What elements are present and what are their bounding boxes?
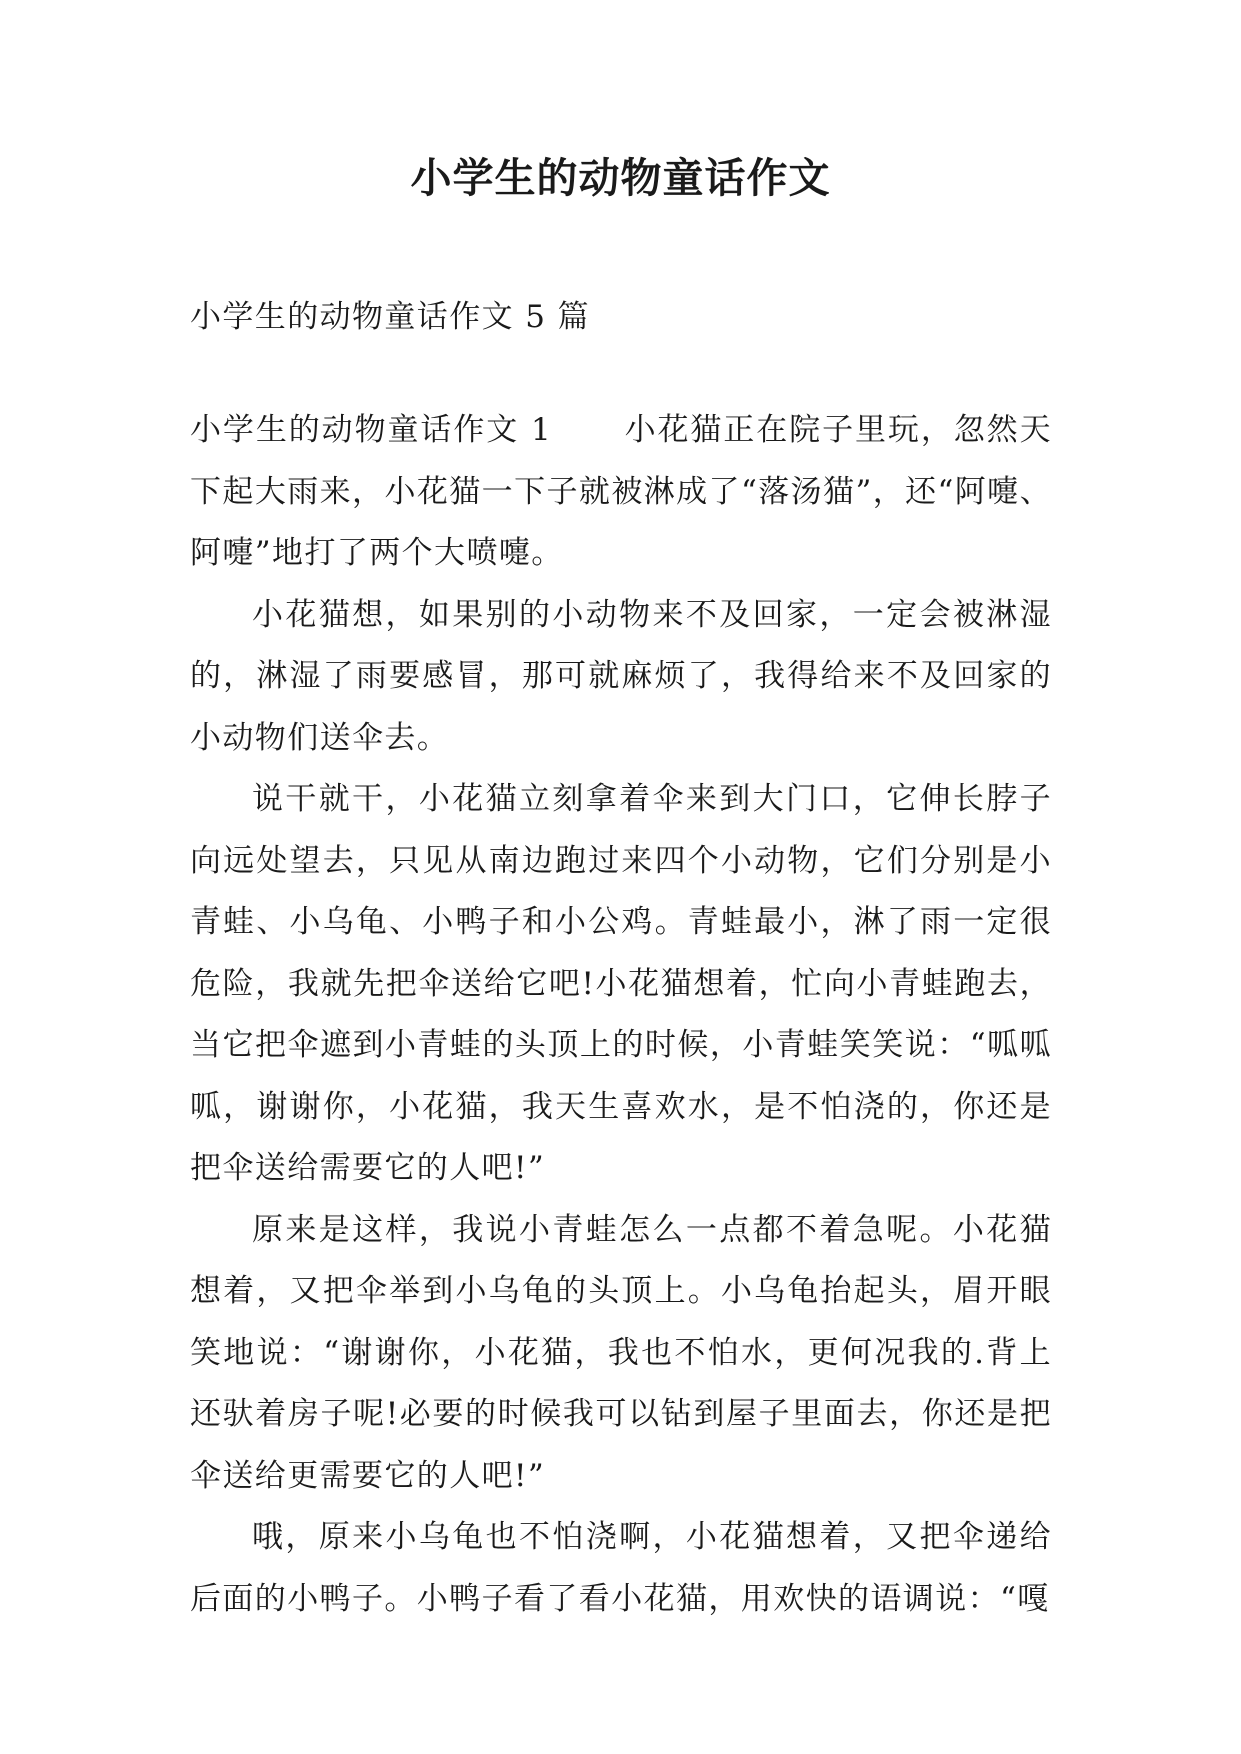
paragraph-text: 小花猫正在院子里玩，忽然天下起大雨来，小花猫一下子就被淋成了“落汤猫”，还“阿嚏、阿嚏”地打了两个大喷嚏。 [190,412,1052,571]
paragraph-4: 原来是这样，我说小青蛙怎么一点都不着急呢。小花猫想着，又把伞举到小乌龟的头顶上。小乌龟抬起头，眉开眼笑地说：“谢谢你，小花猫，我也不怕水，更何况我的.背上还驮着房子呢!必要的时候我可以钻到屋子里面去，你还是把伞送给更需要它的人吧!” [190,1211,1052,1494]
document-subtitle: 小学生的动物童话作文 5 篇 [190,299,591,335]
paragraph-1 [190,400,1052,585]
section-heading: 小学生的动物童话作文 1 [190,412,553,448]
paragraph-5: 哦，原来小乌龟也不怕浇啊，小花猫想着，又把伞递给后面的小鸭子。小鸭子看了看小花猫，用欢快的语调说：“嘎 [190,1519,1052,1617]
document-title: 小学生的动物童话作文 [410,154,831,202]
article-body [190,400,1052,1630]
paragraph-2: 小花猫想，如果别的小动物来不及回家，一定会被淋湿的，淋湿了雨要感冒，那可就麻烦了，我得给来不及回家的小动物们送伞去。 [190,596,1052,756]
paragraph-3: 说干就干，小花猫立刻拿着伞来到大门口，它伸长脖子向远处望去，只见从南边跑过来四个小动物，它们分别是小青蛙、小乌龟、小鸭子和小公鸡。青蛙最小，淋了雨一定很危险，我就先把伞送给它吧!小花猫想着，忙向小青蛙跑去，当它把伞遮到小青蛙的头顶上的时候，小青蛙笑笑说：“呱呱呱，谢谢你，小花猫，我天生喜欢水，是不怕浇的，你还是把伞送给需要它的人吧!” [190,781,1052,1186]
